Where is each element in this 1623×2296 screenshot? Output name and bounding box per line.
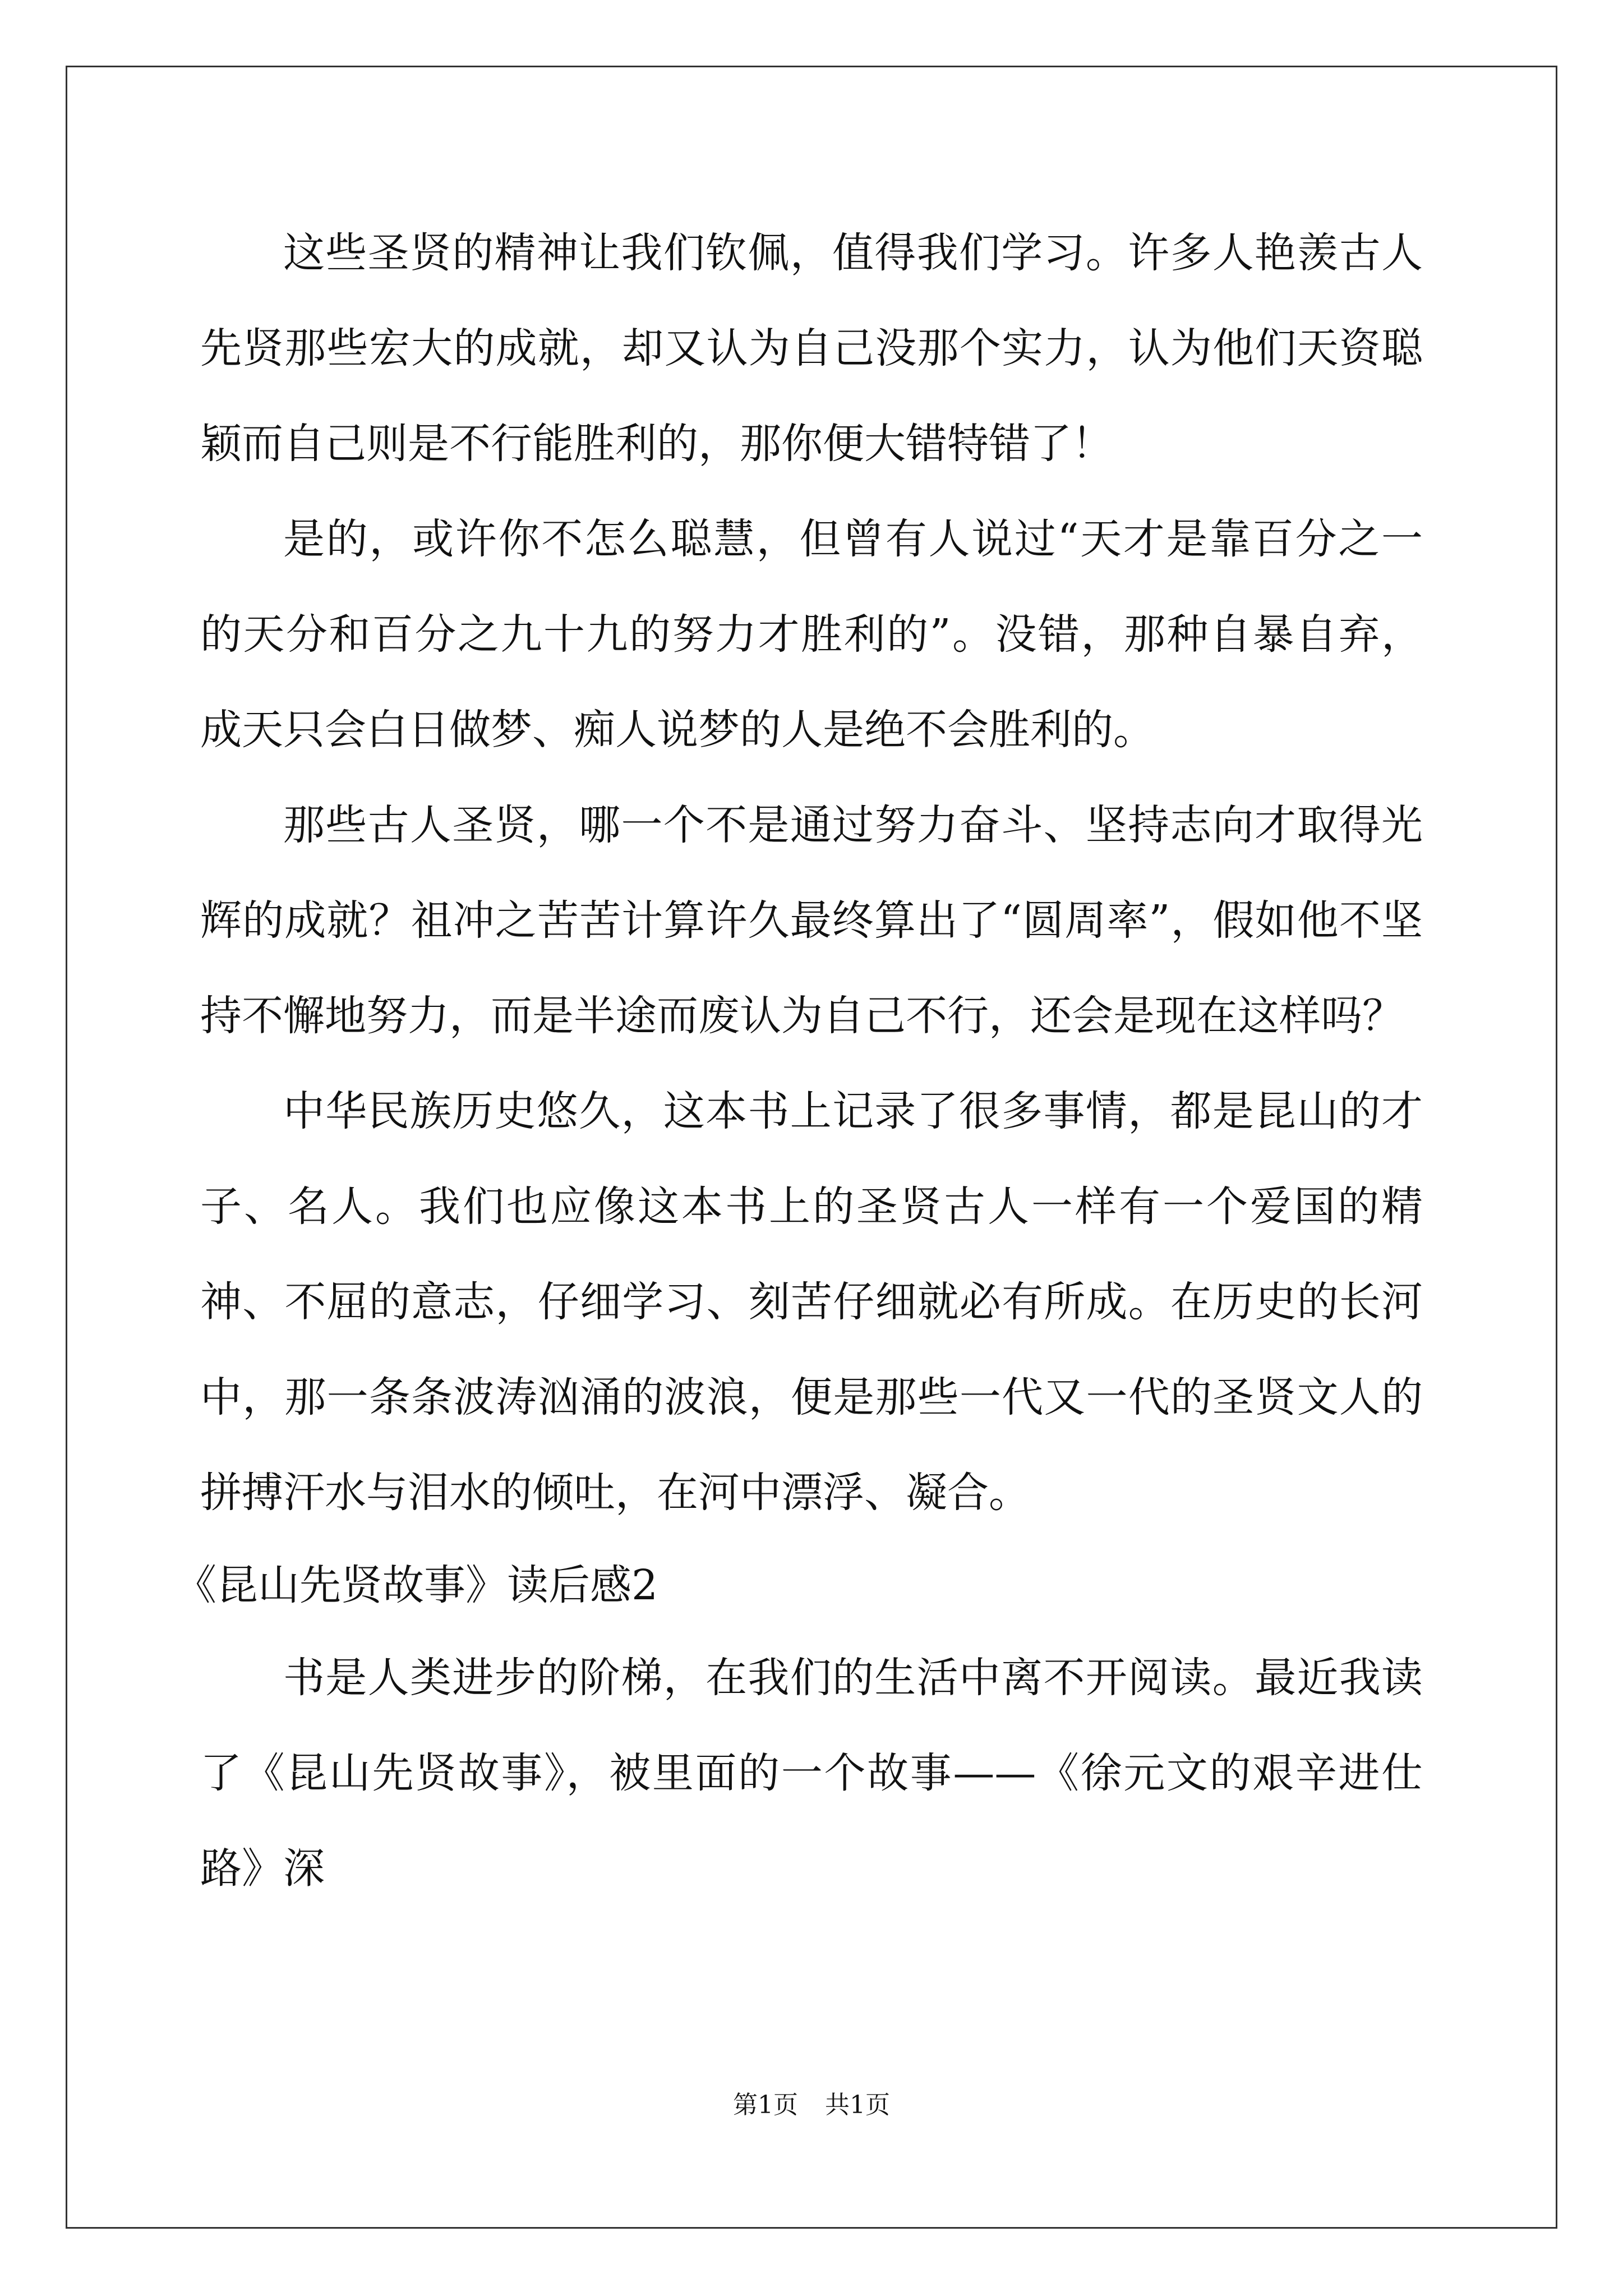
document-body xyxy=(175,205,1423,1916)
paragraph-3: 那些古人圣贤，哪一个不是通过努力奋斗、坚持志向才取得光辉的成就？祖冲之苦苦计算许久最终算出了“圆周率”，假如他不坚持不懈地努力，而是半途而废认为自己不行，还会是现在这样吗？ xyxy=(200,801,1423,1040)
page-footer xyxy=(0,2085,1623,2120)
paragraph-2: 是的，或许你不怎么聪慧，但曾有人说过“天才是靠百分之一的天分和百分之九十九的努力才胜利的”。没错，那种自暴自弃，成天只会白日做梦、痴人说梦的人是绝不会胜利的。 xyxy=(200,515,1423,754)
total-pages: 共1页 xyxy=(825,2091,890,2119)
section-paragraph: 书是人类进步的阶梯，在我们的生活中离不开阅读。最近我读了《昆山先贤故事》，被里面的一个故事——《徐元文的艰辛进仕路》深 xyxy=(200,1654,1423,1893)
section-heading: 《昆山先贤故事》读后感2 xyxy=(175,1561,658,1609)
page-number: 第1页 xyxy=(733,2091,798,2119)
paragraph-1: 这些圣贤的精神让我们钦佩，值得我们学习。许多人艳羡古人先贤那些宏大的成就，却又认为自己没那个实力，认为他们天资聪颖而自己则是不行能胜利的，那你便大错特错了！ xyxy=(200,229,1423,468)
paragraph-4: 中华民族历史悠久，这本书上记录了很多事情，都是昆山的才子、名人。我们也应像这本书上的圣贤古人一样有一个爱国的精神、不屈的意志，仔细学习、刻苦仔细就必有所成。在历史的长河中，那一条条波涛汹涌的波浪，便是那些一代又一代的圣贤文人的拼搏汗水与泪水的倾吐，在河中漂浮、凝合。 xyxy=(200,1087,1423,1517)
